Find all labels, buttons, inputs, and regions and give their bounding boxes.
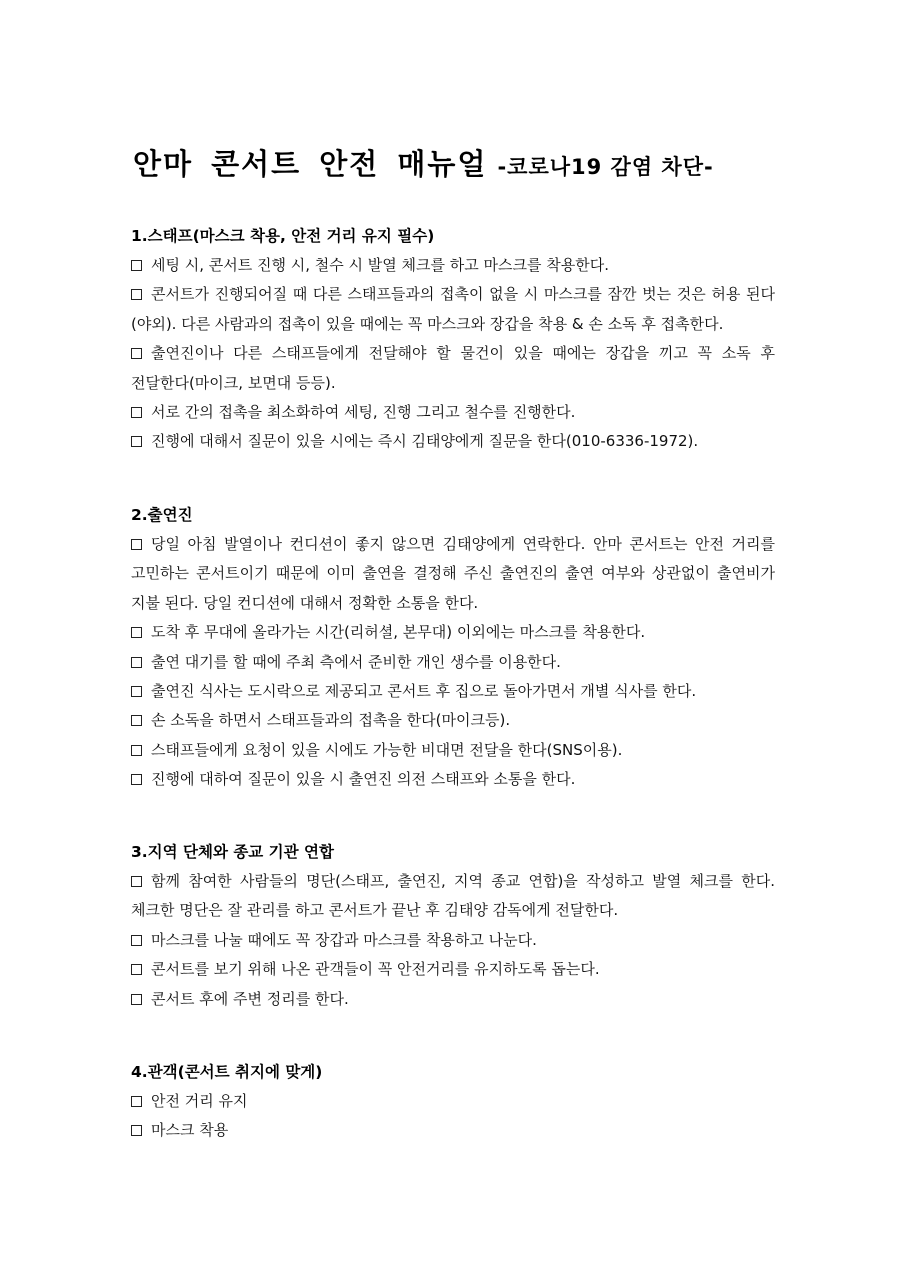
- checklist-item: [131, 736, 775, 765]
- section-community-groups: [131, 838, 775, 1014]
- checkbox-icon: [131, 1096, 142, 1107]
- checklist-item: [131, 765, 775, 794]
- checkbox-icon: [131, 627, 142, 638]
- checklist-item-text: 마스크 착용: [151, 1121, 229, 1140]
- checklist-item: [131, 251, 775, 280]
- checkbox-icon: [131, 876, 142, 887]
- checklist-item: [131, 648, 775, 677]
- checkbox-icon: [131, 407, 142, 418]
- checkbox-icon: [131, 260, 142, 271]
- checkbox-icon: [131, 348, 142, 359]
- checkbox-icon: [131, 1125, 142, 1136]
- checkbox-icon: [131, 657, 142, 668]
- title-subtitle: -코로나19 감염 차단-: [497, 155, 714, 179]
- checkbox-icon: [131, 774, 142, 785]
- checklist-item-text: 당일 아침 발열이나 컨디션이 좋지 않으면 김태양에게 연락한다. 안마 콘서트는 안전 거리를 고민하는 콘서트이기 때문에 이미 출연을 결정해 주신 출연진의 출연 여부와 상관없이 출연비가 지불 된다. 당일 컨디션에 대해서 정확한 소통을 한다.: [131, 535, 775, 612]
- checkbox-icon: [131, 289, 142, 300]
- checklist-item: [131, 398, 775, 427]
- section-heading: 4.관객(콘서트 취지에 맞게): [131, 1063, 323, 1081]
- checklist-item-text: 마스크를 나눌 때에도 꼭 장갑과 마스크를 착용하고 나눈다.: [151, 930, 537, 949]
- checklist-item: [131, 280, 775, 339]
- checklist-item: [131, 985, 775, 1014]
- checklist-item-text: 콘서트가 진행되어질 때 다른 스태프들과의 접촉이 없을 시 마스크를 잠깐 벗는 것은 허용 된다(야외). 다른 사람과의 접촉이 있을 때에는 꼭 마스크와 장갑을 착용 & 손 소독 후 접촉한다.: [131, 285, 775, 333]
- checklist-item: [131, 427, 775, 456]
- document-title: [133, 142, 813, 183]
- checkbox-icon: [131, 935, 142, 946]
- checkbox-icon: [131, 994, 142, 1005]
- checklist-item-text: 손 소독을 하면서 스태프들과의 접촉을 한다(마이크등).: [151, 711, 511, 730]
- checklist-item-text: 출연진 식사는 도시락으로 제공되고 콘서트 후 집으로 돌아가면서 개별 식사를 한다.: [151, 682, 697, 701]
- checklist-item-text: 함께 참여한 사람들의 명단(스태프, 출연진, 지역 종교 연합)을 작성하고 발열 체크를 한다. 체크한 명단은 잘 관리를 하고 콘서트가 끝난 후 김태양 감독에게 전달한다.: [131, 872, 775, 920]
- checklist-item-text: 스태프들에게 요청이 있을 시에도 가능한 비대면 전달을 한다(SNS이용).: [151, 740, 623, 759]
- checklist-item-text: 도착 후 무대에 올라가는 시간(리허셜, 본무대) 이외에는 마스크를 착용한다.: [151, 623, 646, 642]
- section-heading: 2.출연진: [131, 506, 193, 524]
- checklist-item-text: 출연 대기를 할 때에 주최 측에서 준비한 개인 생수를 이용한다.: [151, 652, 561, 671]
- checklist-item-text: 서로 간의 접촉을 최소화하여 세팅, 진행 그리고 철수를 진행한다.: [151, 403, 576, 422]
- checklist-item: [131, 618, 775, 647]
- section-staff: [131, 222, 775, 457]
- section-audience: [131, 1058, 775, 1146]
- checklist-item: [131, 677, 775, 706]
- checkbox-icon: [131, 436, 142, 447]
- checkbox-icon: [131, 964, 142, 975]
- section-heading: 3.지역 단체와 종교 기관 연합: [131, 843, 334, 861]
- checklist-item: [131, 867, 775, 926]
- checklist-item-text: 세팅 시, 콘서트 진행 시, 철수 시 발열 체크를 하고 마스크를 착용한다.: [151, 256, 609, 274]
- checklist-item-text: 진행에 대하여 질문이 있을 시 출연진 의전 스태프와 소통을 한다.: [151, 770, 576, 789]
- checklist-item: [131, 706, 775, 735]
- checklist-item-text: 콘서트를 보기 위해 나온 관객들이 꼭 안전거리를 유지하도록 돕는다.: [151, 960, 600, 979]
- checkbox-icon: [131, 745, 142, 756]
- title-main: 안마 콘서트 안전 매뉴얼: [133, 147, 488, 181]
- checklist-item: [131, 926, 775, 955]
- checklist-item-text: 콘서트 후에 주변 정리를 한다.: [151, 989, 349, 1008]
- checklist-item: [131, 530, 775, 618]
- checkbox-icon: [131, 686, 142, 697]
- checklist-item-text: 안전 거리 유지: [151, 1092, 248, 1110]
- checklist-item: [131, 1116, 775, 1145]
- section-performers: [131, 501, 775, 795]
- checklist-item: [131, 1087, 775, 1116]
- checklist-item-text: 출연진이나 다른 스태프들에게 전달해야 할 물건이 있을 때에는 장갑을 끼고 꼭 소독 후 전달한다(마이크, 보면대 등등).: [131, 344, 775, 392]
- checkbox-icon: [131, 539, 142, 550]
- checklist-item: [131, 339, 775, 398]
- checkbox-icon: [131, 715, 142, 726]
- section-heading: 1.스태프(마스크 착용, 안전 거리 유지 필수): [131, 227, 435, 245]
- checklist-item: [131, 955, 775, 984]
- checklist-item-text: 진행에 대해서 질문이 있을 시에는 즉시 김태양에게 질문을 한다(010-6336-1972).: [151, 432, 699, 451]
